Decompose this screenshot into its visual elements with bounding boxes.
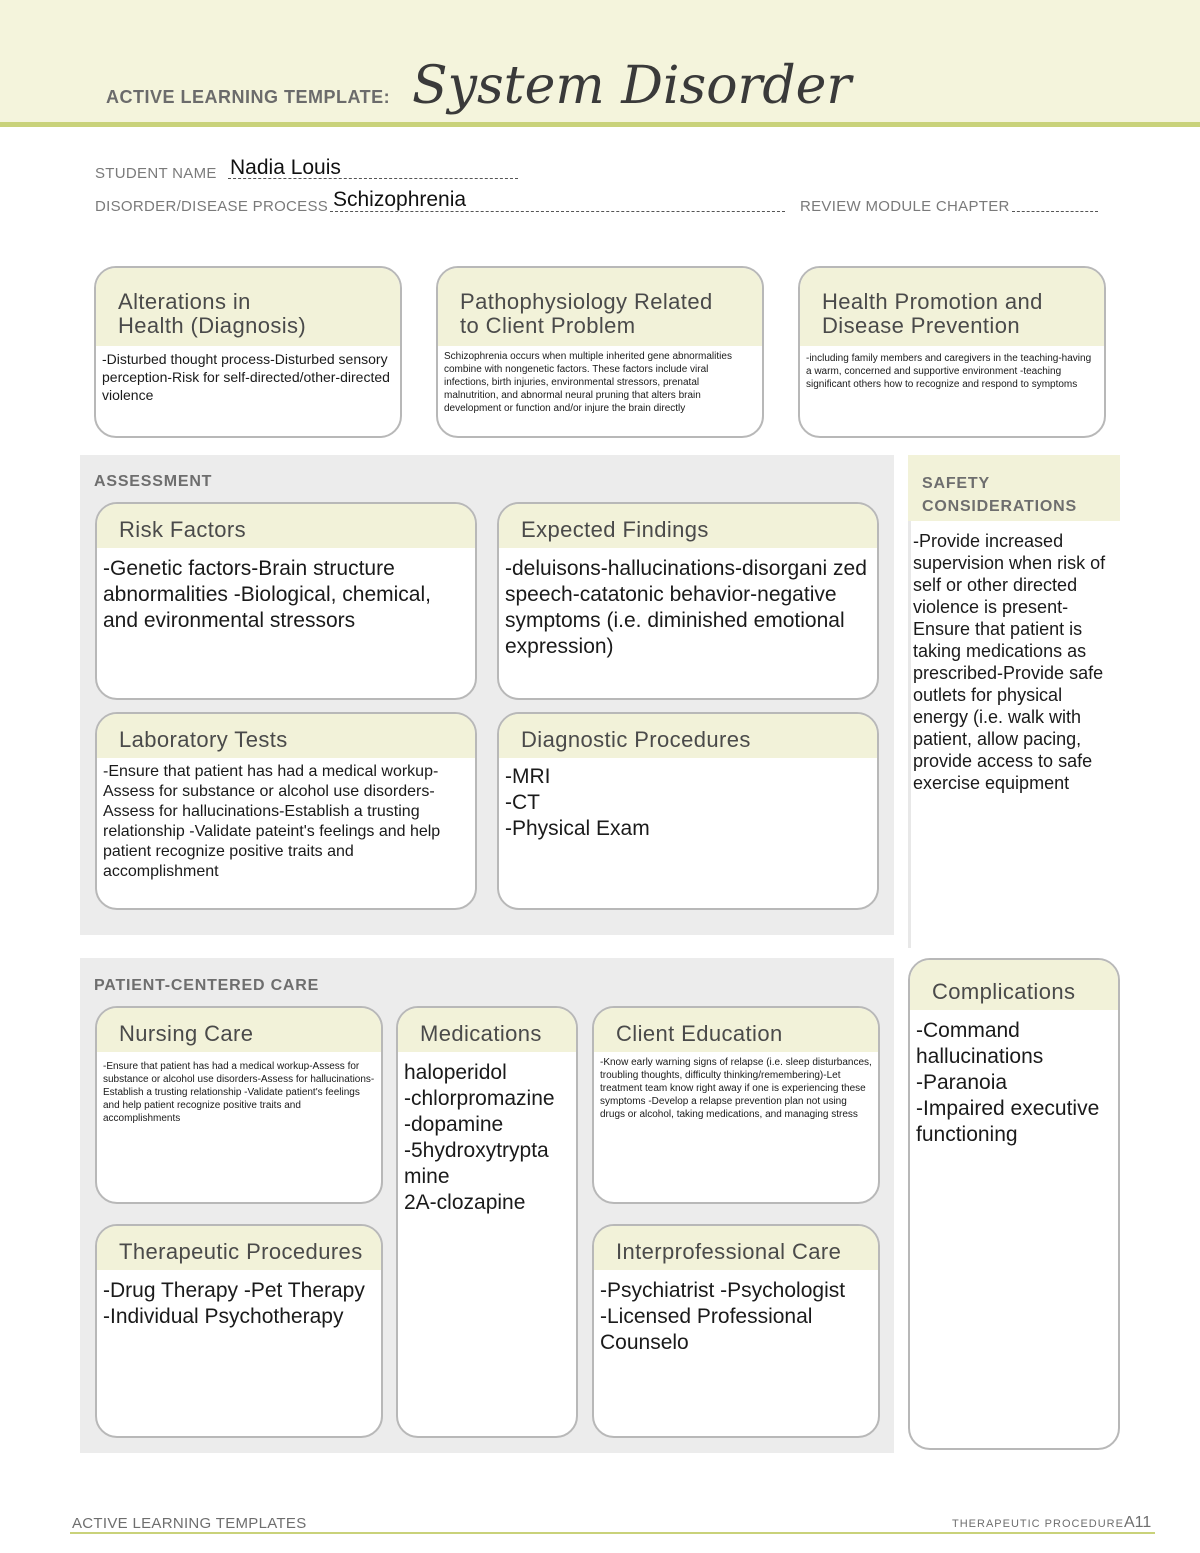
alterations-text: -Disturbed thought process-Disturbed sensory perception-Risk for self-directed/other-directed violence [102, 351, 390, 403]
pathophysiology-box [436, 266, 764, 438]
interprofessional-care-text: -Psychiatrist -Psychologist -Licensed Professional Counselo [600, 1279, 846, 1354]
template-label: ACTIVE LEARNING TEMPLATE: [106, 87, 391, 107]
diagnostic-procedures-text: -MRI -CT -Physical Exam [505, 765, 650, 840]
page-title: System Disorder [412, 56, 852, 116]
laboratory-tests-box [95, 712, 477, 910]
pathophysiology-text: Schizophrenia occurs when multiple inherited gene abnormalities combine with nongenetic factors. These factors include viral infections, birth injuries, environmental stressors, prenatal malnutrition, and abnormal neural pruning that alters brain development or function and/or injure the brain directly [444, 351, 732, 414]
alterations-title: Alterations in Health (Diagnosis) [96, 268, 400, 346]
nursing-care-title: Nursing Care [97, 1008, 381, 1052]
nursing-care-box [95, 1006, 383, 1204]
laboratory-tests-text: -Ensure that patient has had a medical workup-Assess for substance or alcohol use disorders-Assess for hallucinations-Establish a trusting relationship -Validate pateint's feelings and help patient recognize positive traits and accomplishment [103, 763, 441, 880]
health-promotion-box [798, 266, 1106, 438]
complications-box [908, 958, 1120, 1450]
disorder-field[interactable]: Schizophrenia [333, 188, 467, 211]
expected-findings-box [497, 502, 879, 700]
laboratory-tests-title: Laboratory Tests [97, 714, 475, 758]
medications-text: haloperidol -chlorpromazine -dopamine -5hydroxytrypta mine 2A-clozapine [404, 1061, 555, 1214]
assessment-label: ASSESSMENT [94, 473, 213, 490]
complications-text: -Command hallucinations -Paranoia -Impaired executive functioning [916, 1019, 1100, 1146]
risk-factors-box [95, 502, 477, 700]
risk-factors-text: -Genetic factors-Brain structure abnormalities -Biological, chemical, and evironmental stressors [103, 557, 431, 632]
medications-box [396, 1006, 578, 1438]
footer-rule [70, 1532, 1155, 1534]
health-promotion-text: -including family members and caregivers in the teaching-having a warm, concerned and supportive environment -teaching significant others how to recognize and respond to symptoms [806, 353, 1092, 390]
therapeutic-procedures-text: -Drug Therapy -Pet Therapy -Individual Psychotherapy [103, 1279, 365, 1328]
review-module-label: REVIEW MODULE CHAPTER [800, 198, 1010, 215]
health-promotion-title: Health Promotion and Disease Prevention [800, 268, 1104, 346]
complications-title: Complications [910, 960, 1118, 1010]
safety-text: -Provide increased supervision when risk of self or other directed violence is present-Ensure that patient is taking medications as prescribed-Provide safe outlets for physical energy (i.e. walk with patient, allow pacing, provide access to safe exercise equipment [913, 531, 1106, 793]
diagnostic-procedures-title: Diagnostic Procedures [499, 714, 877, 758]
footer-left: ACTIVE LEARNING TEMPLATES [72, 1515, 307, 1532]
therapeutic-procedures-box [95, 1224, 383, 1438]
medications-title: Medications [398, 1008, 576, 1052]
student-name-field[interactable]: Nadia Louis [230, 156, 341, 179]
pathophysiology-title: Pathophysiology Related to Client Problem [438, 268, 762, 346]
expected-findings-text: -deluisons-hallucinations-disorgani zed speech-catatonic behavior-negative symptoms (i.e. diminished emotional expression) [505, 557, 867, 658]
review-module-field[interactable] [1012, 211, 1098, 212]
client-education-box [592, 1006, 880, 1204]
student-name-label: STUDENT NAME [95, 165, 217, 182]
disorder-label: DISORDER/DISEASE PROCESS [95, 198, 329, 215]
footer-right: THERAPEUTIC PROCEDURE [952, 1518, 1124, 1530]
page-number: A11 [1124, 1514, 1152, 1531]
risk-factors-title: Risk Factors [97, 504, 475, 548]
therapeutic-procedures-title: Therapeutic Procedures [97, 1226, 381, 1270]
interprofessional-care-title: Interprofessional Care [594, 1226, 878, 1270]
alterations-box [94, 266, 402, 438]
interprofessional-care-box [592, 1224, 880, 1438]
nursing-care-text: -Ensure that patient has had a medical workup-Assess for substance or alcohol use disorders-Assess for hallucinations-Establish a trusting relationship -Validate patient's feelings and help patient recognize positive traits and accomplishments [103, 1061, 375, 1124]
header-rule [0, 122, 1200, 127]
expected-findings-title: Expected Findings [499, 504, 877, 548]
safety-title: SAFETY CONSIDERATIONS [922, 475, 1077, 515]
patient-centered-care-label: PATIENT-CENTERED CARE [94, 977, 320, 994]
client-education-text: -Know early warning signs of relapse (i.e. sleep disturbances, troubling thoughts, difficulty thinking/remembering)-Let treatment team know right away if one is experiencing these symptoms -Develop a relapse prevention plan not using drugs or alcohol, taking medications, and managing stress [600, 1057, 872, 1120]
diagnostic-procedures-box [497, 712, 879, 910]
client-education-title: Client Education [594, 1008, 878, 1052]
